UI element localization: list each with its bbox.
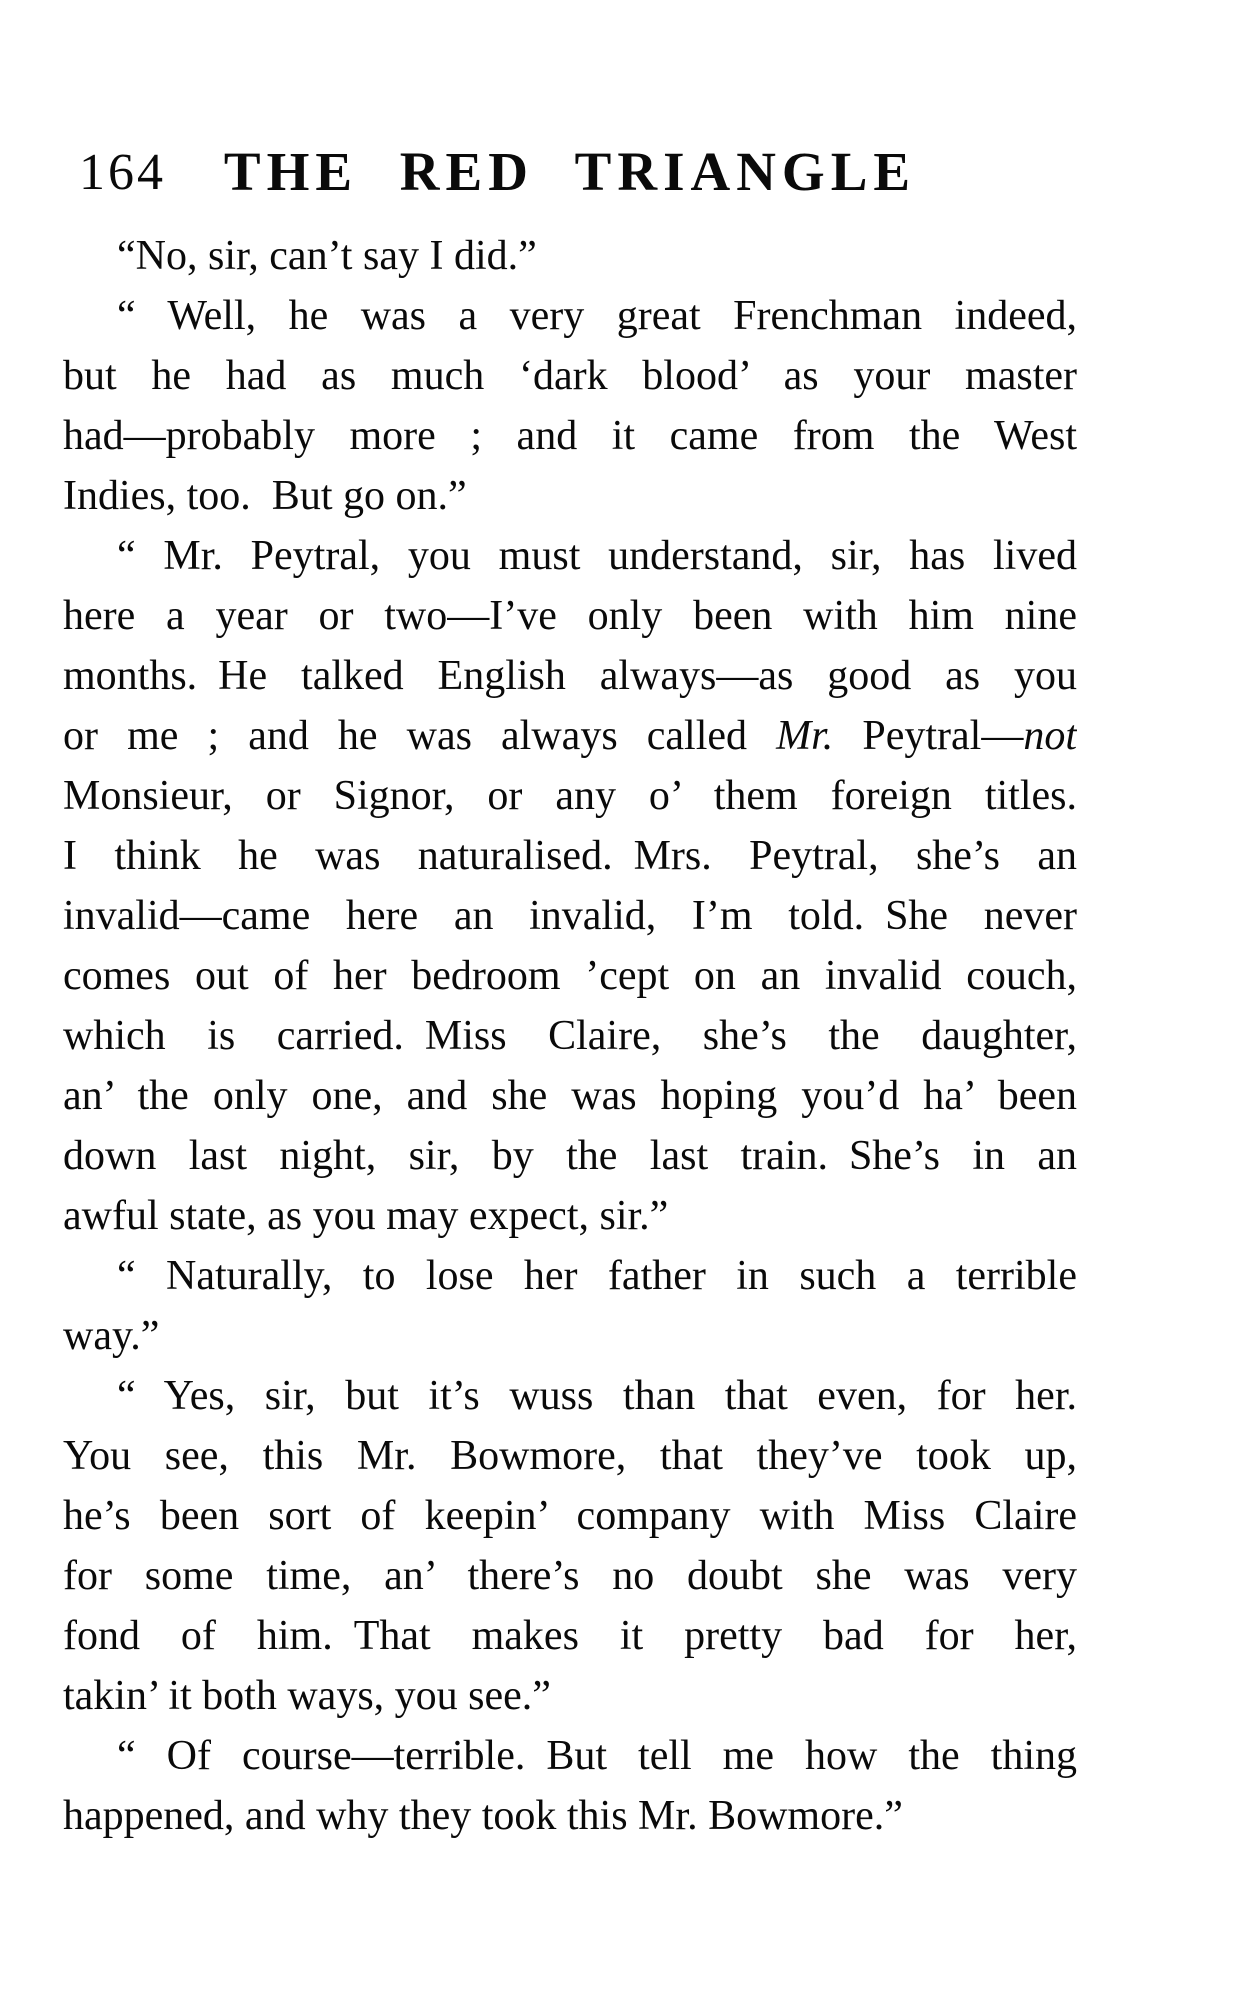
paragraph (63, 1726, 1077, 1846)
text-line: “ Mr. Peytral, you must understand, sir, has lived (117, 533, 1077, 579)
text-line: comes out of her bedroom ’cept on an invalid couch, (63, 953, 1077, 999)
text-line: he’s been sort of keepin’ company with Miss Claire (63, 1493, 1077, 1539)
text-line: way.” (63, 1313, 160, 1359)
text-line: an’ the only one, and she was hoping you’d ha’ been (63, 1073, 1077, 1119)
paragraph (63, 1246, 1077, 1366)
italic-text-run: Mr. (776, 713, 834, 759)
text-line: fond of him. That makes it pretty bad for her, (63, 1613, 1077, 1659)
text-line: “ Naturally, to lose her father in such a terrible (117, 1253, 1077, 1299)
running-head (63, 140, 1077, 204)
paragraph (63, 286, 1077, 526)
text-line: had—probably more ; and it came from the West (63, 413, 1077, 459)
paragraph (63, 226, 1077, 286)
text-line: which is carried. Miss Claire, she’s the daughter, (63, 1013, 1077, 1059)
text-line: months. He talked English always—as good as you (63, 653, 1077, 699)
text-line: invalid—came here an invalid, I’m told. She never (63, 893, 1077, 939)
text-line: down last night, sir, by the last train. She’s in an (63, 1133, 1077, 1179)
text-line: Indies, too. But go on.” (63, 473, 467, 519)
text-run: Peytral— (833, 713, 1024, 759)
text-line: here a year or two—I’ve only been with him nine (63, 593, 1077, 639)
paragraph (63, 1366, 1077, 1726)
text-line: I think he was naturalised. Mrs. Peytral, she’s an (63, 833, 1077, 879)
text-line: happened, and why they took this Mr. Bowmore.” (63, 1793, 903, 1839)
text-line: You see, this Mr. Bowmore, that they’ve took up, (63, 1433, 1077, 1479)
text-line: for some time, an’ there’s no doubt she was very (63, 1553, 1077, 1599)
text-line: but he had as much ‘dark blood’ as your master (63, 353, 1077, 399)
page-header-title: THE RED TRIANGLE (223, 141, 917, 202)
page-number: 164 (79, 144, 166, 201)
paragraph (63, 526, 1077, 1246)
text-line: “No, sir, can’t say I did.” (117, 233, 537, 279)
text-run: or me ; and he was always called (63, 713, 777, 759)
text-line (63, 706, 1077, 766)
body-text (63, 226, 1077, 1846)
text-line: awful state, as you may expect, sir.” (63, 1193, 669, 1239)
text-line: “ Well, he was a very great Frenchman indeed, (117, 293, 1077, 339)
text-line: “ Of course—terrible. But tell me how the thing (117, 1733, 1077, 1779)
text-line: “ Yes, sir, but it’s wuss than that even, for her. (117, 1373, 1077, 1419)
text-line: takin’ it both ways, you see.” (63, 1673, 551, 1719)
text-line: Monsieur, or Signor, or any o’ them foreign titles. (63, 773, 1077, 819)
italic-text-run: not (1023, 713, 1077, 759)
